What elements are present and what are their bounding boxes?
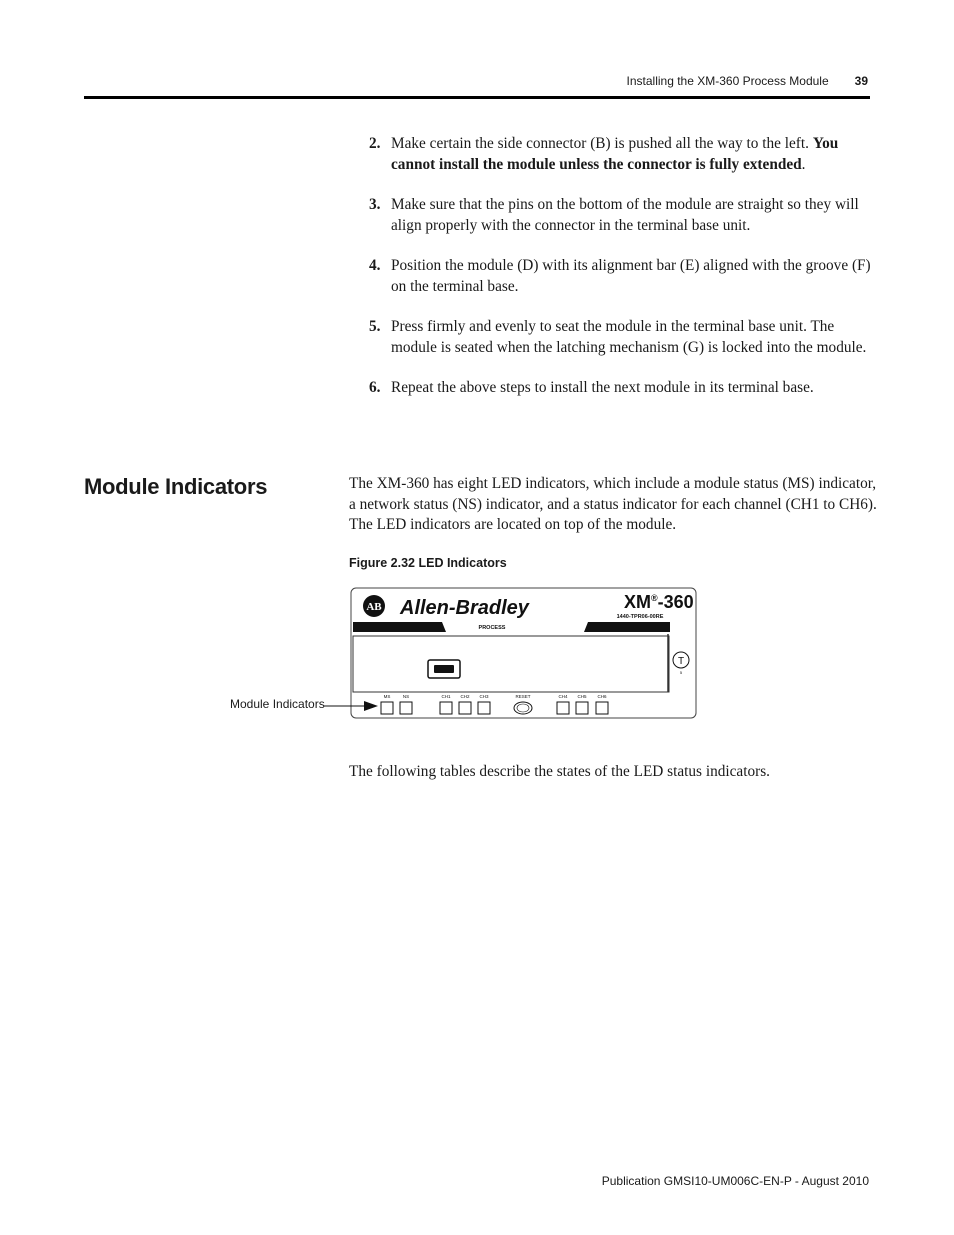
led-ch4 xyxy=(557,702,569,714)
step-number: 6. xyxy=(369,379,381,396)
brand-name: Allen-Bradley xyxy=(400,597,529,619)
header-section-title: Installing the XM-360 Process Module xyxy=(626,74,829,88)
led-ch6 xyxy=(596,702,608,714)
terminal-sub: 5 xyxy=(679,670,683,675)
running-header xyxy=(627,74,868,88)
led-ch3 xyxy=(478,702,490,714)
led-label-ch5: CH5 xyxy=(577,694,587,699)
led-label-ms: MS xyxy=(383,694,391,699)
installation-steps xyxy=(349,134,879,419)
step-warning: You cannot install the module unless the connector is fully extended xyxy=(391,135,839,173)
publication-footer: Publication GMSI10-UM006C-EN-P - August 2010 xyxy=(601,1174,869,1188)
page-number: 39 xyxy=(854,74,868,88)
step-number: 4. xyxy=(369,257,381,274)
terminal-label: T xyxy=(677,656,685,667)
section-title: Module Indicators xyxy=(84,474,268,499)
led-ms xyxy=(381,702,393,714)
step-period: . xyxy=(801,155,806,173)
led-label-ch2: CH2 xyxy=(460,694,470,699)
step-5 xyxy=(349,317,879,358)
led-label-ch4: CH4 xyxy=(558,694,568,699)
step-6 xyxy=(349,378,879,399)
led-indicators-figure xyxy=(350,586,697,720)
led-label-ch1: CH1 xyxy=(441,694,451,699)
product-name: XM®-360 xyxy=(624,592,694,612)
step-3 xyxy=(349,195,879,236)
led-label-ns: NS xyxy=(402,694,410,699)
step-text: Repeat the above steps to install the next module in its terminal base. xyxy=(391,379,814,396)
step-number: 3. xyxy=(369,196,381,213)
step-text: Position the module (D) with its alignment bar (E) aligned with the groove (F) on the terminal base. xyxy=(391,257,871,295)
led-ch5 xyxy=(576,702,588,714)
module-indicators-callout: Module Indicators xyxy=(230,697,325,711)
step-text: Make certain the side connector (B) is pushed all the way to the left. xyxy=(391,135,813,152)
led-label-ch3: CH3 xyxy=(479,694,489,699)
section-intro: The XM-360 has eight LED indicators, which include a module status (MS) indicator, a network status (NS) indicator, and a status indicator for each channel (CH1 to CH6). The LED indicators are located on top of the module. xyxy=(349,475,877,533)
step-text: Make sure that the pins on the bottom of the module are straight so they will align properly with the connector in the terminal base unit. xyxy=(391,196,859,234)
module-body-panel xyxy=(353,636,669,692)
step-2 xyxy=(349,134,879,175)
led-label-reset: RESET xyxy=(515,694,531,699)
catalog-number: 1440-TPR06-00RE xyxy=(616,614,664,620)
step-number: 2. xyxy=(369,135,381,152)
led-ch2 xyxy=(459,702,471,714)
figure-caption: Figure 2.32 LED Indicators xyxy=(349,556,507,570)
callout-arrow-icon xyxy=(320,698,380,714)
outro-paragraph: The following tables describe the states of the LED status indicators. xyxy=(349,763,770,780)
step-number: 5. xyxy=(369,318,381,335)
band-label: PROCESS xyxy=(478,625,506,631)
led-ch1 xyxy=(440,702,452,714)
step-text: Press firmly and evenly to seat the module in the terminal base unit. The module is seated when the latching mechanism (G) is locked into the module. xyxy=(391,318,867,356)
led-label-ch6: CH6 xyxy=(597,694,607,699)
step-4 xyxy=(349,256,879,297)
header-rule xyxy=(84,96,870,99)
led-ns xyxy=(400,702,412,714)
ab-logo-letters: AB xyxy=(366,601,382,613)
